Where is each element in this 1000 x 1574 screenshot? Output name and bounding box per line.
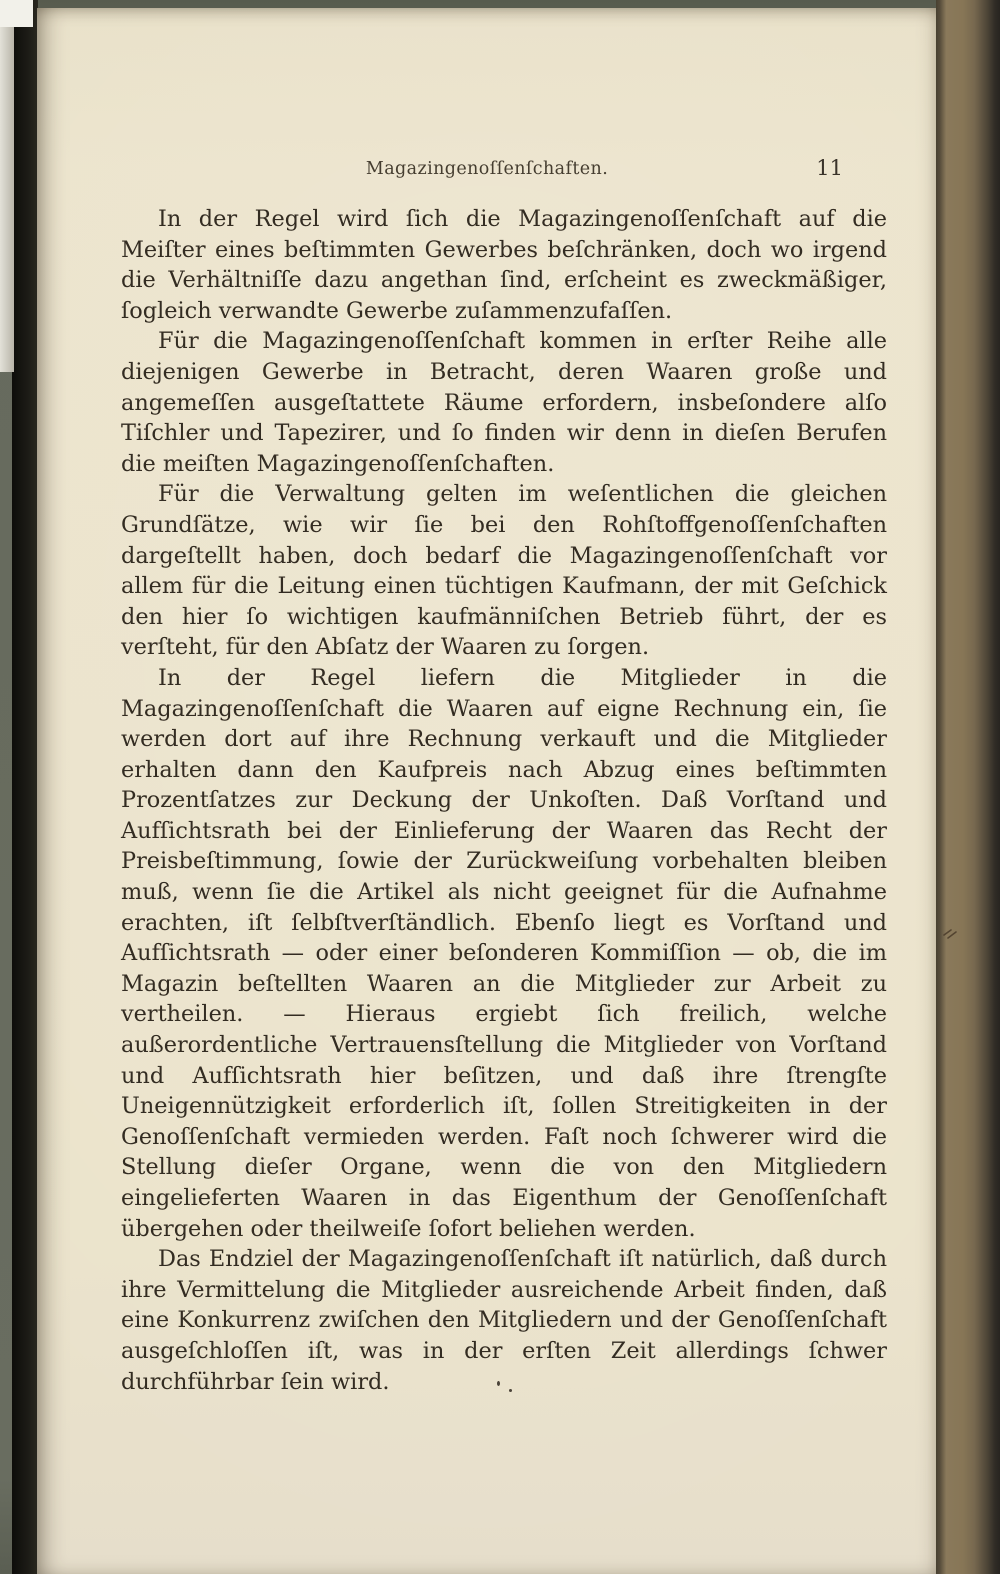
- ink-speck: [509, 1389, 512, 1392]
- book-page: [37, 8, 936, 1574]
- page-body: [121, 204, 887, 1397]
- ink-speck: [497, 1381, 500, 1386]
- corner-paper: [0, 0, 33, 27]
- running-title: Magazingenoſſenſchaften.: [365, 159, 609, 179]
- paragraph: Für die Verwaltung gelten im weſentlichen die gleichen Grundſätze, wie wir ſie bei den Rohſtoffgenoſſenſchaften dargeſtellt haben, doch bedarf die Magazingenoſſenſchaft vor allem für die Leitung einen tüchtigen Kaufmann, der mit Geſchick den hier ſo wichtigen kaufmänniſchen Betrieb führt, der es verſteht, für den Abſatz der Waaren zu ſorgen.: [121, 481, 887, 661]
- paragraph: Das Endziel der Magazingenoſſenſchaft iſt natürlich, daß durch ihre Vermittelung die Mitglieder ausreichende Arbeit finden, daß eine Konkurrenz zwiſchen den Mitgliedern und der Genoſſenſchaft ausgeſchloſſen iſt, was in der erſten Zeit allerdings ſchwer durchführbar ſein wird.: [121, 1246, 887, 1395]
- margin-mark-icon: [942, 926, 960, 942]
- paragraph: In der Regel wird ſich die Magazingenoſſenſchaft auf die Meiſter eines beſtimmten Gewerbes beſchränken, doch wo irgend die Verhältniſſe dazu angethan ſind, erſcheint es zweckmäßiger, ſogleich verwandte Gewerbe zuſammenzufaſſen.: [121, 206, 887, 324]
- paragraph: In der Regel liefern die Mitglieder in die Magazingenoſſenſchaft die Waaren auf eigne Rechnung ein, ſie werden dort auf ihre Rechnung verkauft und die Mitglieder erhalten dann den Kaufpreis nach Abzug eines beſtimmten Prozentſatzes zur Deckung der Unkoſten. Daß Vorſtand und Aufſichtsrath bei der Einlieferung der Waaren das Recht der Preisbeſtimmung, ſowie der Zurückweiſung vorbehalten bleiben muß, wenn ſie die Artikel als nicht geeignet für die Aufnahme erachten, iſt ſelbſtverſtändlich. Ebenſo liegt es Vorſtand und Aufſichtsrath — oder einer beſonderen Kommiſſion — ob, die im Magazin beſtellten Waaren an die Mitglieder zur Arbeit zu vertheilen. — Hieraus ergiebt ſich freilich, welche außerordentliche Vertrauensſtellung die Mitglieder von Vorſtand und Aufſichtsrath hier beſitzen, und daß ihre ſtrengſte Uneigennützigkeit erforderlich iſt, ſollen Streitigkeiten in der Genoſſenſchaft vermieden werden. Faſt noch ſchwerer wird die Stellung dieſer Organe, wenn die von den Mitgliedern eingelieferten Waaren in das Eigenthum der Genoſſenſchaft übergehen oder theilweiſe ſofort beliehen werden.: [121, 664, 887, 1242]
- book-binding: [12, 0, 38, 1574]
- book-cover-edge: [936, 0, 1000, 1574]
- paragraph: Für die Magazingenoſſenſchaft kommen in erſter Reihe alle diejenigen Gewerbe in Betracht, deren Waaren große und angemeſſen ausgeſtattete Räume erfordern, insbeſondere alſo Tiſchler und Tapezirer, und ſo finden wir denn in dieſen Berufen die meiſten Magazingenoſſenſchaften.: [121, 328, 887, 477]
- page-number: 11: [816, 156, 843, 180]
- underlying-page-edge: [0, 27, 14, 372]
- page-header: [121, 156, 887, 186]
